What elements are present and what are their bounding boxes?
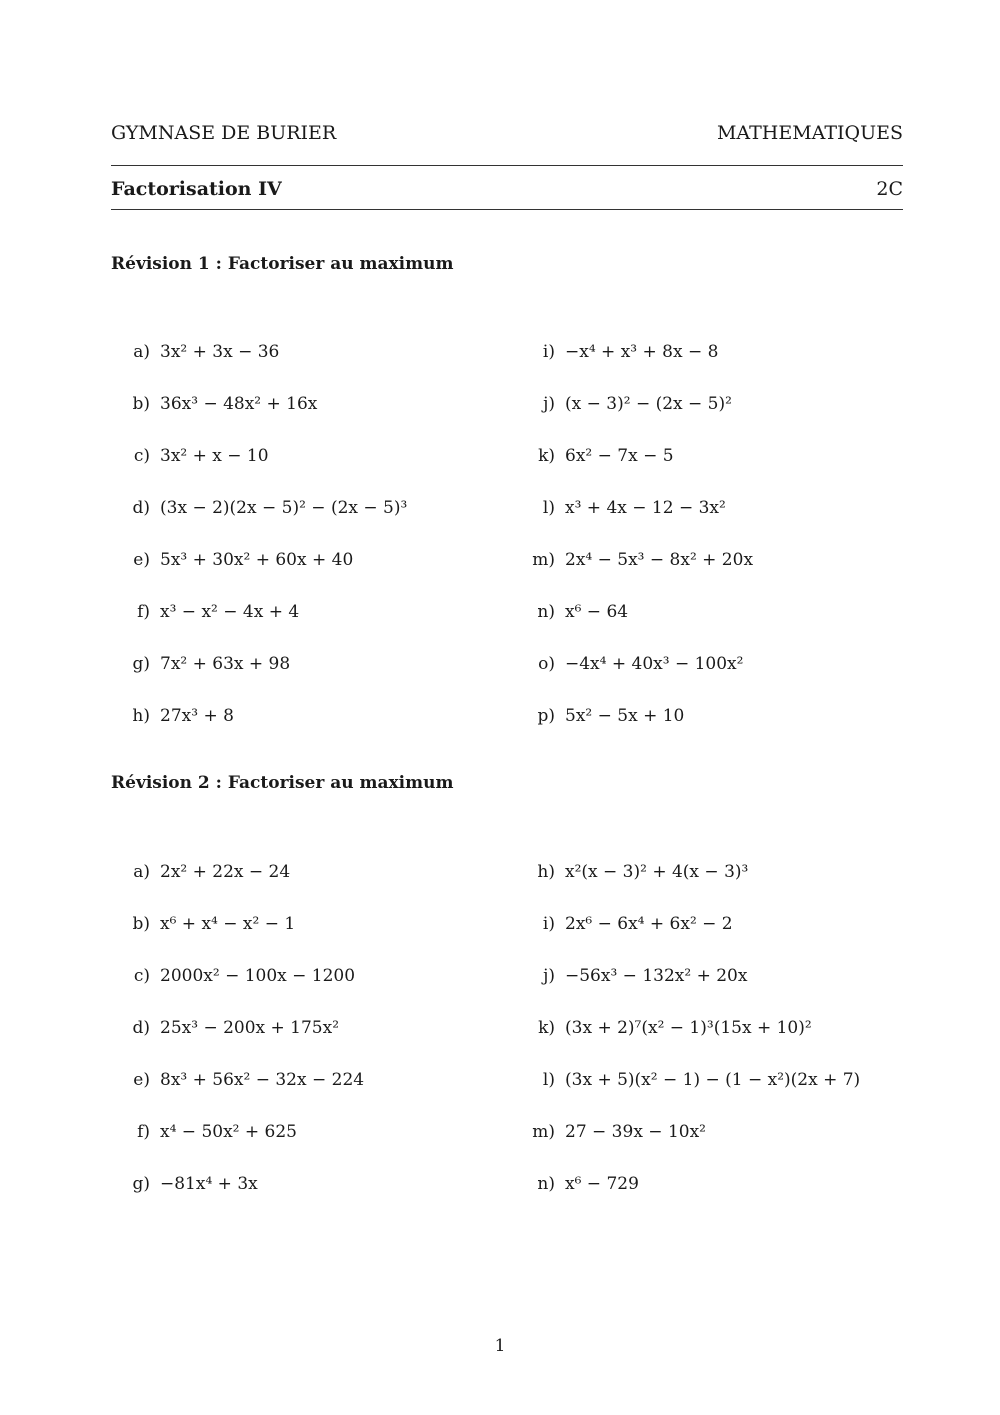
- exercise-label: h): [537, 862, 555, 882]
- exercise-label: a): [133, 862, 150, 882]
- school-name: GYMNASE DE BURIER: [111, 122, 337, 144]
- exercise-expression: 5x³ + 30x² + 60x + 40: [160, 550, 354, 570]
- exercise-expression: 36x³ − 48x² + 16x: [160, 394, 318, 414]
- exercise-label: l): [542, 1070, 555, 1090]
- exercise-item: [122, 1122, 297, 1142]
- exercise-item: [122, 1070, 364, 1090]
- exercise-expression: x³ + 4x − 12 − 3x²: [565, 498, 726, 518]
- exercise-item: [527, 498, 726, 518]
- exercise-expression: 2x² + 22x − 24: [160, 862, 291, 882]
- exercise-expression: x³ − x² − 4x + 4: [160, 602, 300, 622]
- exercise-expression: (x − 3)² − (2x − 5)²: [565, 394, 732, 414]
- exercise-item: [122, 498, 407, 518]
- exercise-item: [527, 1122, 706, 1142]
- exercise-item: [122, 602, 299, 622]
- exercise-expression: −81x⁴ + 3x: [160, 1174, 258, 1194]
- exercise-item: [527, 1174, 639, 1194]
- title-row: [111, 178, 903, 200]
- exercise-expression: 2x⁶ − 6x⁴ + 6x² − 2: [565, 914, 733, 934]
- exercise-expression: 25x³ − 200x + 175x²: [160, 1018, 340, 1038]
- exercise-item: [527, 550, 753, 570]
- exercise-expression: (3x − 2)(2x − 5)² − (2x − 5)³: [160, 498, 408, 518]
- exercise-item: [122, 966, 355, 986]
- exercise-label: e): [133, 550, 150, 570]
- exercise-expression: 3x² + x − 10: [160, 446, 269, 466]
- exercise-expression: 8x³ + 56x² − 32x − 224: [160, 1070, 365, 1090]
- exercise-label: c): [133, 446, 150, 466]
- revision-2-heading: Révision 2 : Factoriser au maximum: [111, 773, 454, 793]
- exercise-label: i): [542, 914, 555, 934]
- exercise-label: m): [532, 550, 555, 570]
- exercise-label: i): [542, 342, 555, 362]
- exercise-label: d): [132, 1018, 150, 1038]
- exercise-expression: 3x² + 3x − 36: [160, 342, 280, 362]
- exercise-item: [527, 446, 674, 466]
- exercise-expression: 6x² − 7x − 5: [565, 446, 674, 466]
- exercise-label: h): [132, 706, 150, 726]
- exercise-item: [527, 1070, 860, 1090]
- exercise-label: l): [542, 498, 555, 518]
- exercise-item: [122, 446, 269, 466]
- subject-name: MATHEMATIQUES: [716, 122, 903, 144]
- exercise-label: b): [132, 914, 150, 934]
- exercise-expression: −x⁴ + x³ + 8x − 8: [565, 342, 719, 362]
- exercise-item: [527, 394, 732, 414]
- exercise-expression: x⁶ − 64: [565, 602, 629, 622]
- header-divider: [111, 165, 903, 166]
- exercise-label: o): [538, 654, 555, 674]
- exercise-expression: −4x⁴ + 40x³ − 100x²: [565, 654, 744, 674]
- exercise-expression: 2x⁴ − 5x³ − 8x² + 20x: [565, 550, 754, 570]
- exercise-label: f): [137, 1122, 150, 1142]
- exercise-expression: (3x + 2)⁷(x² − 1)³(15x + 10)²: [565, 1018, 812, 1038]
- exercise-label: n): [537, 1174, 555, 1194]
- exercise-label: k): [538, 1018, 555, 1038]
- exercise-expression: x⁴ − 50x² + 625: [160, 1122, 297, 1142]
- exercise-item: [122, 550, 353, 570]
- exercise-label: f): [137, 602, 150, 622]
- exercise-item: [122, 1018, 339, 1038]
- exercise-item: [122, 394, 317, 414]
- exercise-expression: x²(x − 3)² + 4(x − 3)³: [565, 862, 749, 882]
- exercise-item: [527, 1018, 812, 1038]
- exercise-expression: −56x³ − 132x² + 20x: [565, 966, 748, 986]
- exercise-item: [122, 654, 290, 674]
- exercise-label: e): [133, 1070, 150, 1090]
- exercise-expression: 7x² + 63x + 98: [160, 654, 291, 674]
- exercise-label: d): [132, 498, 150, 518]
- exercise-item: [527, 706, 684, 726]
- exercise-item: [527, 342, 718, 362]
- exercise-expression: 27x³ + 8: [160, 706, 234, 726]
- exercise-label: n): [537, 602, 555, 622]
- revision-1-heading: Révision 1 : Factoriser au maximum: [111, 254, 454, 274]
- exercise-label: c): [133, 966, 150, 986]
- page-title: Factorisation IV: [111, 178, 282, 200]
- exercise-expression: 27 − 39x − 10x²: [565, 1122, 706, 1142]
- exercise-label: b): [132, 394, 150, 414]
- exercise-label: j): [543, 966, 555, 986]
- class-label: 2C: [876, 178, 903, 200]
- exercise-item: [527, 654, 743, 674]
- exercise-expression: 5x² − 5x + 10: [565, 706, 685, 726]
- exercise-item: [122, 1174, 258, 1194]
- exercise-label: j): [543, 394, 555, 414]
- page-header: [111, 122, 903, 144]
- exercise-expression: x⁶ − 729: [565, 1174, 639, 1194]
- exercise-item: [527, 602, 628, 622]
- exercise-item: [122, 862, 290, 882]
- title-divider: [111, 209, 903, 210]
- exercise-expression: 2000x² − 100x − 1200: [160, 966, 356, 986]
- exercise-item: [527, 914, 733, 934]
- exercise-label: p): [537, 706, 555, 726]
- exercise-label: k): [538, 446, 555, 466]
- exercise-item: [122, 914, 295, 934]
- exercise-expression: (3x + 5)(x² − 1) − (1 − x²)(2x + 7): [565, 1070, 861, 1090]
- exercise-item: [527, 966, 747, 986]
- exercise-item: [122, 342, 279, 362]
- exercise-label: g): [132, 654, 150, 674]
- page-number: 1: [494, 1336, 506, 1356]
- exercise-label: m): [532, 1122, 555, 1142]
- exercise-item: [527, 862, 748, 882]
- exercise-label: a): [133, 342, 150, 362]
- exercise-label: g): [132, 1174, 150, 1194]
- exercise-expression: x⁶ + x⁴ − x² − 1: [160, 914, 296, 934]
- exercise-item: [122, 706, 234, 726]
